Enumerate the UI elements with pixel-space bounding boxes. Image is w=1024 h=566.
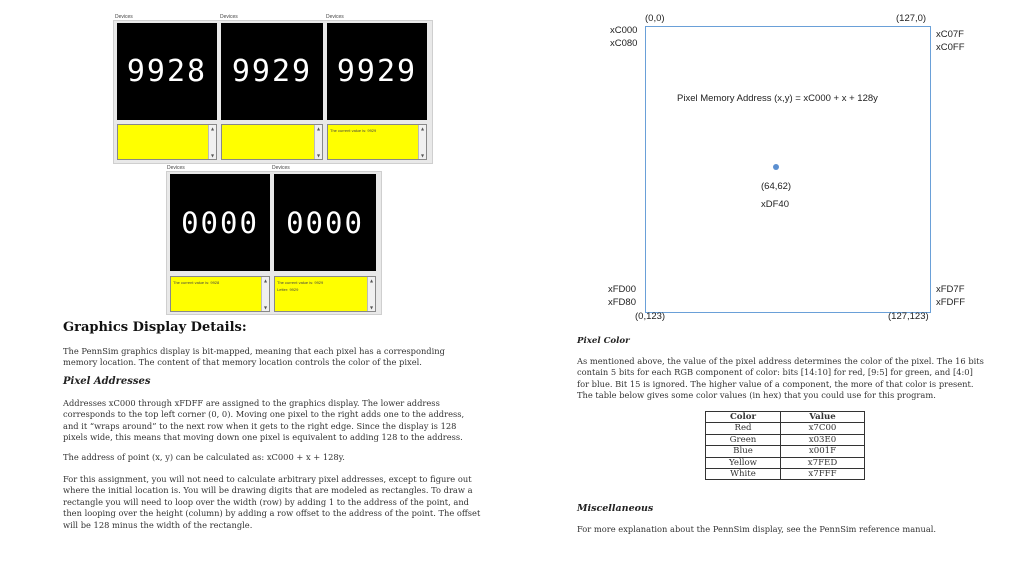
- pixel-grid-diagram: [645, 26, 931, 313]
- console-output[interactable]: [221, 124, 323, 160]
- assignment-paragraph: For this assignment, you will not need to calculate arbitrary pixel addresses, except to figure out where the initial location is. You will be drawing digits that are modeled as rectangles. To draw a rectangle you will need to loop over the width (row) by adding 1 to the address of the point, and then looping over the height (column) by adding a row offset to the address of the point. The offset will be 128 minus the width of the rectangle.: [63, 474, 481, 530]
- table-cell: Red: [706, 423, 781, 434]
- pixel-addresses-paragraph: Addresses xC000 through xFDFF are assigned to the graphics display. The lower address corresponds to the top left corner (0, 0). Moving one pixel to the right adds one to the address, and it “wraps around” to the next row when it gets to the right edge. Since the display is 128 pixels wide, this means that moving down one pixel is equivalent to adding 128 to the address.: [63, 398, 465, 443]
- table-cell: Yellow: [706, 457, 781, 468]
- table-row: [706, 457, 865, 468]
- address-label: xFD80: [608, 297, 636, 308]
- device-title: Devices: [115, 14, 133, 20]
- intro-paragraph: The PennSim graphics display is bit-mapped, meaning that each pixel has a corresponding memory location. The content of that memory location controls the color of the pixel.: [63, 346, 445, 368]
- coord-bottom-right: (127,123): [888, 311, 929, 322]
- table-cell: White: [706, 469, 781, 480]
- point-address: xDF40: [761, 199, 789, 210]
- pixel-point: [773, 164, 779, 170]
- console-output[interactable]: The current value is: 9929 ▲ ▼: [327, 124, 427, 160]
- point-coord: (64,62): [761, 181, 792, 192]
- device-title: Devices: [167, 165, 185, 171]
- seven-segment-display: 9928: [117, 23, 217, 120]
- table-cell: x7C00: [781, 423, 865, 434]
- seven-segment-display: 0000: [170, 174, 270, 271]
- scrollbar[interactable]: ▲ ▼: [367, 277, 375, 311]
- table-row: [706, 446, 865, 457]
- table-row: [706, 434, 865, 445]
- subheading-miscellaneous: Miscellaneous: [577, 503, 654, 514]
- color-table: [705, 411, 865, 480]
- coord-bottom-left: (0,123): [635, 311, 666, 322]
- seven-segment-display: 0000: [274, 174, 376, 271]
- table-cell: x7FFF: [781, 469, 865, 480]
- coord-top-left: (0,0): [645, 13, 665, 24]
- coord-top-right: (127,0): [896, 13, 927, 24]
- console-output[interactable]: The current value is: 9928 ▲ ▼: [170, 276, 270, 312]
- address-label: xC07F: [936, 29, 964, 40]
- table-row: [706, 469, 865, 480]
- console-text: The current value is: 9929 Letter: 9929: [275, 277, 367, 311]
- scrollbar[interactable]: ▲ ▼: [418, 125, 426, 159]
- device-title: Devices: [220, 14, 238, 20]
- subheading-pixel-color: Pixel Color: [577, 336, 630, 346]
- address-label: xFD7F: [936, 284, 965, 295]
- device-title: Devices: [326, 14, 344, 20]
- table-row: [706, 423, 865, 434]
- device-title: Devices: [272, 165, 290, 171]
- section-heading: Graphics Display Details:: [63, 320, 247, 335]
- formula-label: Pixel Memory Address (x,y) = xC000 + x + 128y: [677, 93, 878, 104]
- address-label: xC0FF: [936, 42, 965, 53]
- address-label: xFD00: [608, 284, 636, 295]
- color-paragraph: As mentioned above, the value of the pixel address determines the color of the pixel. The 16 bits contain 5 bits for each RGB component of color: bits [14:10] for red, [9:5] for green, and [4:0] for blue. Bit 15 is ignored. The higher value of a component, the more of that color is present. The table below gives some color values (in hex) that you could use for this program.: [577, 356, 984, 401]
- table-header-row: [706, 412, 865, 423]
- table-cell: Blue: [706, 446, 781, 457]
- table-header: Value: [781, 412, 865, 423]
- address-label: xFDFF: [936, 297, 966, 308]
- console-output[interactable]: [117, 124, 217, 160]
- table-header: Color: [706, 412, 781, 423]
- scrollbar[interactable]: ▲ ▼: [314, 125, 322, 159]
- subheading-pixel-addresses: Pixel Addresses: [63, 376, 151, 387]
- table-cell: x001F: [781, 446, 865, 457]
- scrollbar[interactable]: ▲ ▼: [261, 277, 269, 311]
- formula-paragraph: The address of point (x, y) can be calculated as: xC000 + x + 128y.: [63, 452, 345, 462]
- scrollbar[interactable]: ▲ ▼: [208, 125, 216, 159]
- misc-paragraph: For more explanation about the PennSim display, see the PennSim reference manual.: [577, 524, 937, 534]
- table-cell: x7FED: [781, 457, 865, 468]
- table-cell: Green: [706, 434, 781, 445]
- seven-segment-display: 9929: [327, 23, 427, 120]
- address-label: xC080: [610, 38, 638, 49]
- seven-segment-display: 9929: [221, 23, 323, 120]
- table-cell: x03E0: [781, 434, 865, 445]
- address-label: xC000: [610, 25, 638, 36]
- console-output[interactable]: [274, 276, 376, 312]
